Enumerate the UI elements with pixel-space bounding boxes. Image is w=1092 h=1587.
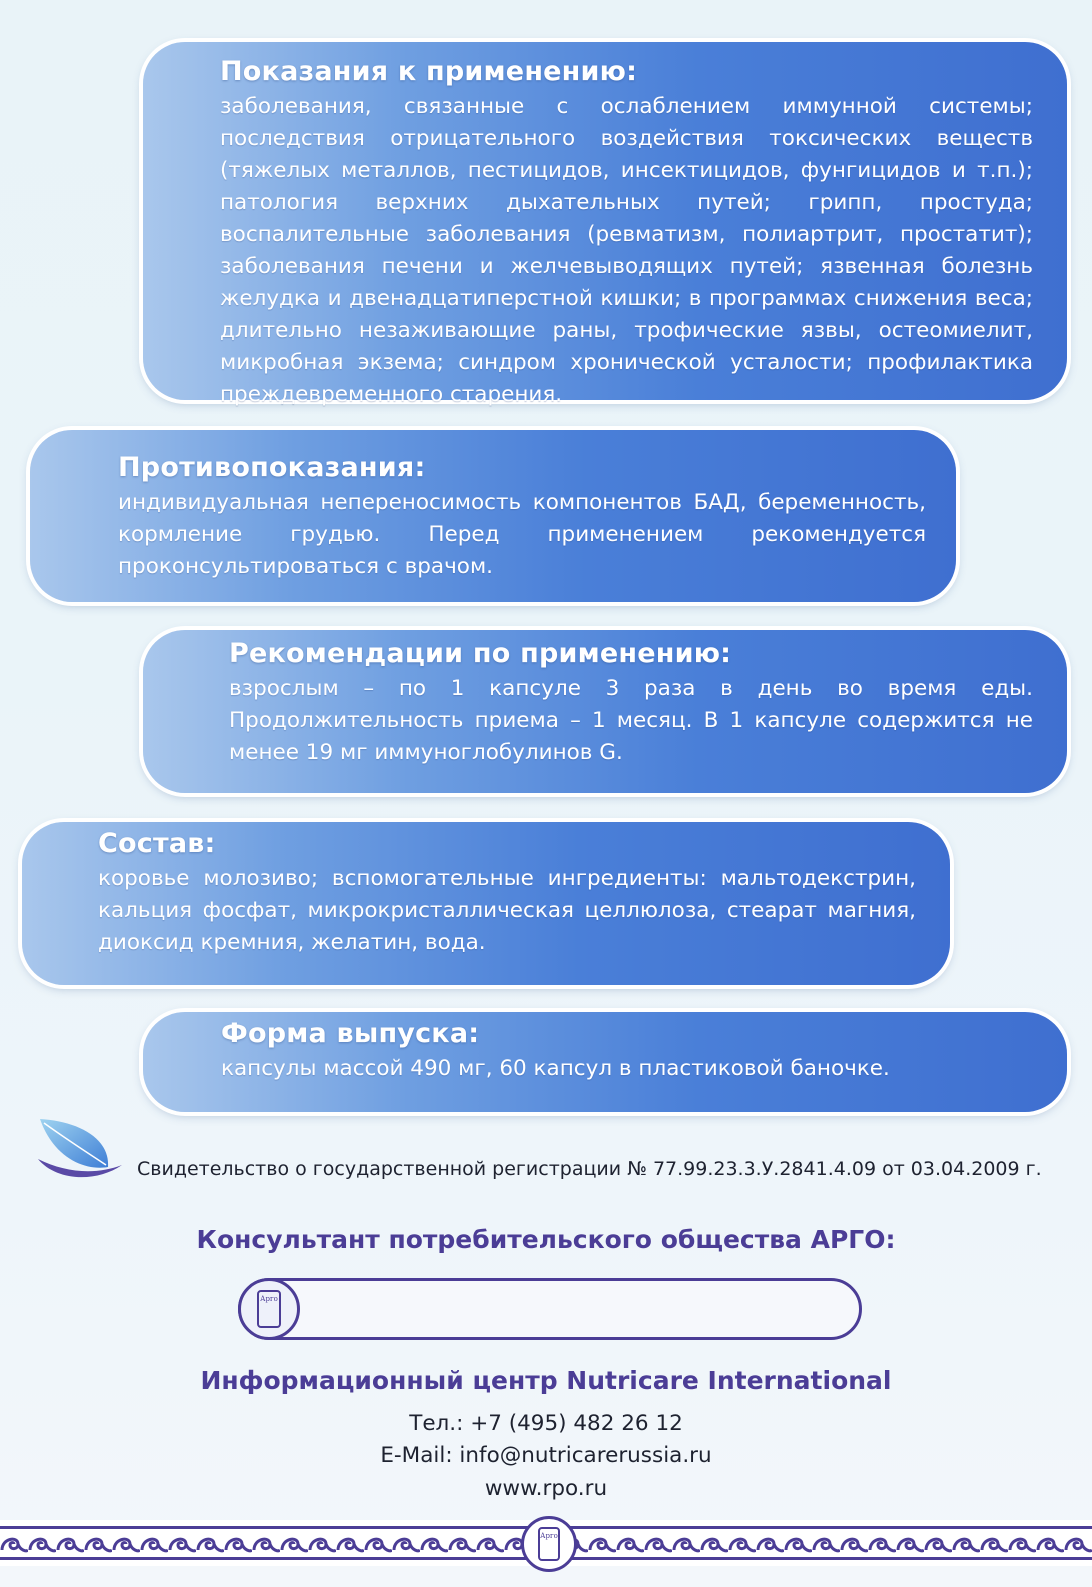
usage-panel [143,630,1067,793]
info-center-title: Информационный центр Nutricare International [200,1366,892,1395]
contraindications-title: Противопоказания: [118,452,426,483]
leaf-icon [36,1115,126,1185]
indications-title: Показания к применению: [220,56,638,87]
contraindications-panel [30,430,956,602]
phone-text: Тел.: +7 (495) 482 26 12 [409,1411,683,1436]
usage-text: взрослым – по 1 капсуле 3 раза в день во время еды. Продолжительность приема – 1 месяц. В 1 капсуле содержится не менее 19 мг иммуноглобулинов G. [229,676,1033,765]
consultant-title: Консультант потребительского общества АРГО: [196,1225,896,1254]
indications-text: заболевания, связанные с ослаблением иммунной системы; последствия отрицательного воздействия токсических веществ (тяжелых металлов, пестицидов, инсектицидов, фунгицидов и т.п.); патология верхних дыхательных путей; грипп, простуда; воспалительные заболевания (ревматизм, полиартрит, простатит); заболевания печени и желчевыводящих путей; язвенная болезнь желудка и двенадцатиперстной кишки; в программах снижения веса; длительно незаживающие раны, трофические язвы, остеомиелит, микробная экзема; синдром хронической усталости; профилактика преждевременного старения. [220,94,1033,407]
indications-panel [143,42,1067,407]
composition-title: Состав: [98,828,216,859]
argo-logo [238,1278,300,1340]
composition-text: коровье молозиво; вспомогательные ингредиенты: мальтодекстрин, кальция фосфат, микрокристаллическая целлюлоза, стеарат магния, диоксид кремния, желатин, вода. [98,866,916,955]
registration-certificate: Свидетельство о государственной регистрации № 77.99.23.3.У.2841.4.09 от 03.04.2009 г. [137,1158,1042,1180]
consultant-field[interactable] [238,1278,862,1340]
composition-panel [22,822,950,985]
bottom-argo-logo [521,1516,577,1572]
release-form-text: капсулы массой 490 мг, 60 капсул в пластиковой баночке. [221,1056,890,1081]
email-text[interactable]: E-Mail: info@nutricarerussia.ru [380,1443,712,1468]
argo-logo-text: Арго [257,1290,281,1328]
release-form-title: Форма выпуска: [221,1018,480,1049]
website-link[interactable]: www.rpo.ru [484,1476,608,1501]
bottom-argo-logo-text: Арго [538,1527,560,1561]
release-form-panel [143,1012,1067,1112]
usage-title: Рекомендации по применению: [229,638,732,669]
contraindications-text: индивидуальная непереносимость компонентов БАД, беременность, кормление грудью. Перед применением рекомендуется проконсультироваться с врачом. [118,490,926,579]
